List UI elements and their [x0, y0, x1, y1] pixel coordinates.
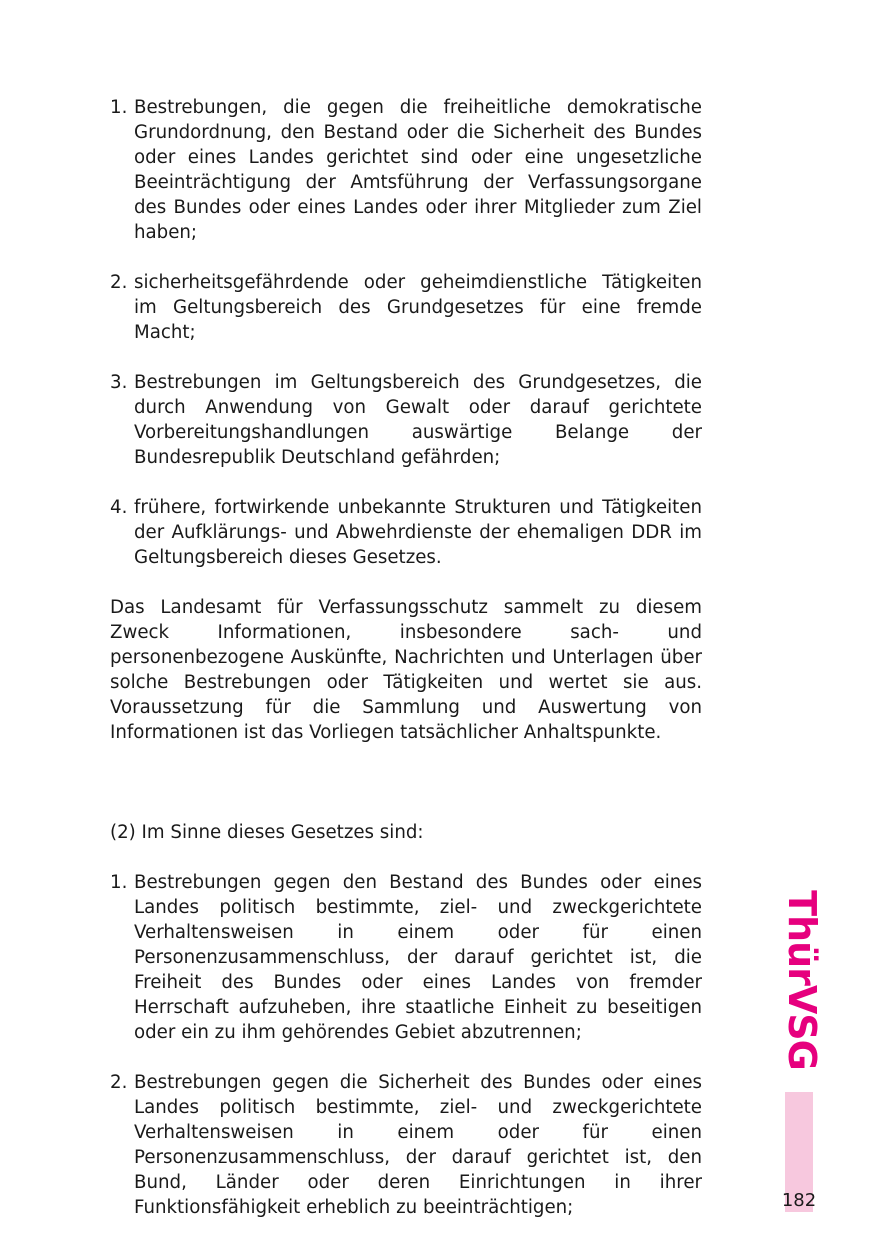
- list-item-number: 1.: [110, 872, 128, 893]
- list-item: [110, 270, 702, 345]
- list-item: [110, 495, 702, 570]
- section-heading: (2) Im Sinne dieses Gesetzes sind:: [110, 822, 424, 843]
- list-item: [110, 1070, 702, 1220]
- side-title-text: ThürVSG: [780, 890, 825, 1070]
- list-item: [110, 370, 702, 470]
- list-item-text: Bestrebungen gegen den Bestand des Bundes oder eines Landes politisch bestimmte, ziel- und zweckgerichtete Verhaltensweisen in einem oder für einen Personenzusammenschluss, der darauf gerichtet ist, die Freiheit des Bundes oder eines Landes von fremder Herrschaft aufzuheben, ihre staatliche Einheit zu beseitigen oder ein zu ihm gehörendes Gebiet abzutrennen;: [134, 872, 702, 1043]
- page-content: [110, 95, 702, 1220]
- list-item-number: 4.: [110, 497, 128, 518]
- page-number: 182: [781, 1190, 817, 1211]
- list-item-text: sicherheitsgefährdende oder geheimdienstliche Tätigkeiten im Geltungsbereich des Grundgesetzes für eine fremde Macht;: [134, 272, 702, 343]
- side-title: [772, 890, 832, 1070]
- list-item-number: 2.: [110, 272, 128, 293]
- list-item-number: 2.: [110, 1072, 128, 1093]
- list-item-number: 3.: [110, 372, 128, 393]
- list-item: [110, 870, 702, 1045]
- list-item-number: 1.: [110, 97, 128, 118]
- list-item-text: Bestrebungen, die gegen die freiheitliche demokratische Grundordnung, den Bestand oder die Sicherheit des Bundes oder eines Landes gerichtet sind oder eine ungesetzliche Beeinträchtigung der Amtsführung der Verfassungsorgane des Bundes oder eines Landes oder ihrer Mitglieder zum Ziel haben;: [134, 97, 702, 243]
- list-item: [110, 95, 702, 245]
- list-item-text: Bestrebungen gegen die Sicherheit des Bundes oder eines Landes politisch bestimmte, ziel- und zweckgerichtete Verhaltensweisen in einem oder für einen Personenzusammenschluss, der darauf gerichtet ist, den Bund, Länder oder deren Einrichtungen in ihrer Funktionsfähigkeit erheblich zu beeinträchtigen;: [134, 1072, 702, 1218]
- body-paragraph: Das Landesamt für Verfassungsschutz sammelt zu diesem Zweck Informationen, insbesondere sach- und personenbezogene Auskünfte, Nachrichten und Unterlagen über solche Bestrebungen oder Tätigkeiten und wertet sie aus. Voraussetzung für die Sammlung und Auswertung von Informationen ist das Vorliegen tatsächlicher Anhaltspunkte.: [110, 597, 702, 743]
- list-item-text: frühere, fortwirkende unbekannte Strukturen und Tätigkeiten der Aufklärungs- und Abwehrdienste der ehemaligen DDR im Geltungsbereich dieses Gesetzes.: [134, 497, 702, 568]
- list-item-text: Bestrebungen im Geltungsbereich des Grundgesetzes, die durch Anwendung von Gewalt oder darauf gerichtete Vorbereitungshandlungen auswärtige Belange der Bundesrepublik Deutschland gefährden;: [134, 372, 702, 468]
